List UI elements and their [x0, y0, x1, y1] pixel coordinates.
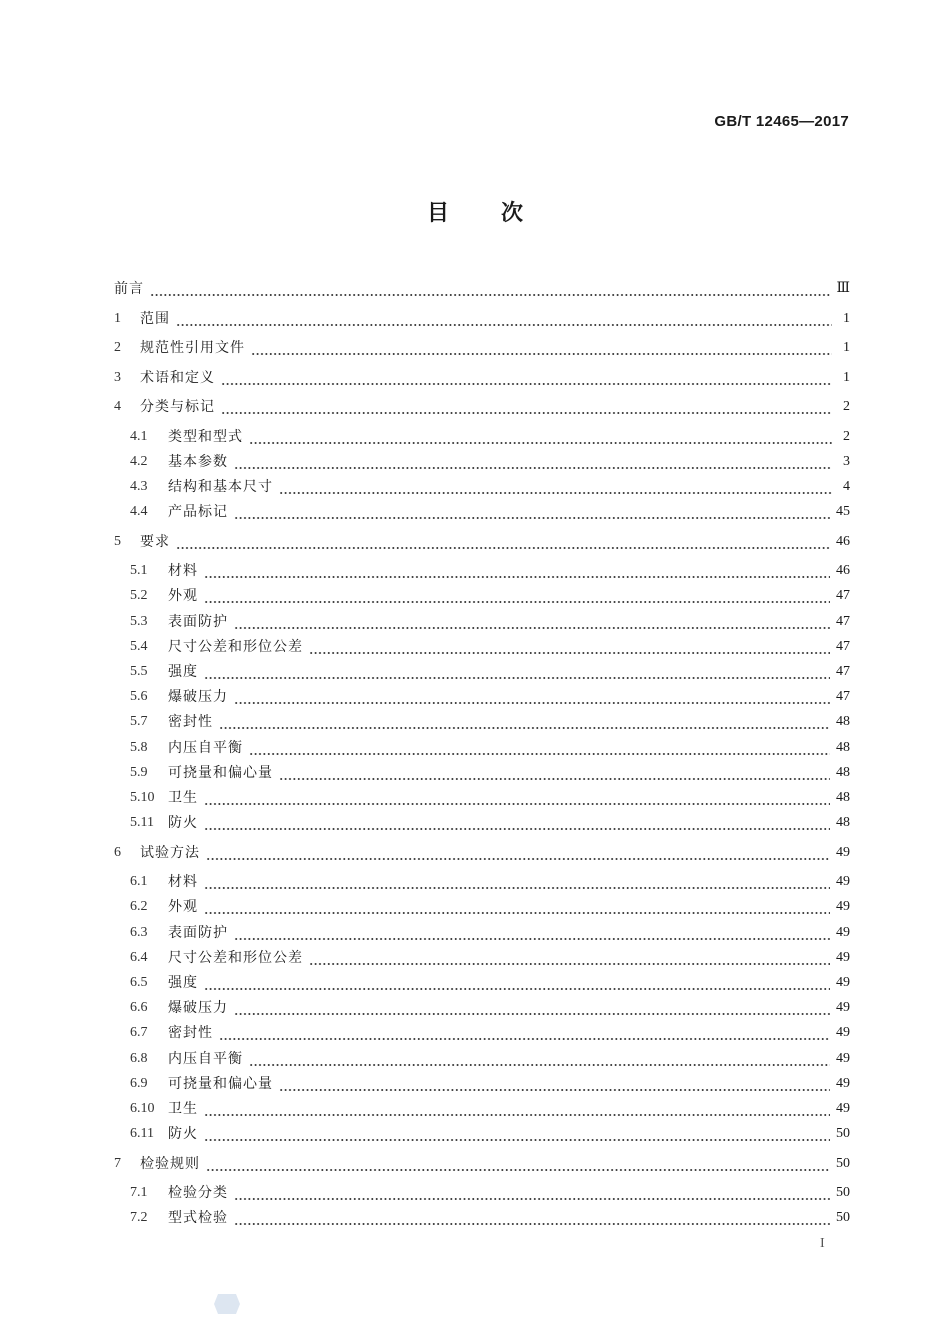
toc-entry-label: 密封性 [168, 714, 213, 731]
dot-leader [234, 1182, 830, 1204]
toc-entry-page: 47 [836, 613, 850, 629]
toc-entry-page: 49 [836, 1025, 850, 1041]
dot-leader [234, 1207, 830, 1229]
toc-entry[interactable] [114, 278, 850, 300]
toc-entry-label: 防火 [168, 1126, 198, 1143]
toc-entry-number: 4 [114, 399, 121, 414]
toc-entry[interactable] [130, 922, 850, 944]
toc-entry-number: 5.4 [130, 638, 148, 654]
toc-entry-label: 卫生 [168, 1100, 198, 1117]
toc-entry-number: 5.10 [130, 789, 155, 805]
toc-entry-number: 4.2 [130, 453, 148, 469]
toc-entry-number: 6.2 [130, 899, 148, 915]
dot-leader [150, 278, 830, 300]
dot-leader [234, 501, 830, 523]
toc-entry[interactable] [130, 1098, 850, 1120]
toc-entry-number: 6.1 [130, 874, 148, 890]
toc-entry-label: 试验方法 [140, 844, 200, 861]
toc-entry-page: 50 [836, 1185, 850, 1201]
toc-entry-page: 1 [843, 310, 850, 326]
toc-entry-label: 术语和定义 [140, 369, 215, 386]
toc-entry-label: 要求 [140, 533, 170, 550]
toc-entry-page: 48 [836, 789, 850, 805]
dot-leader [204, 812, 830, 834]
toc-entry-label: 强度 [168, 663, 198, 680]
toc-entry[interactable] [130, 1123, 850, 1145]
toc-entry-page: 47 [836, 588, 850, 604]
dot-leader [204, 972, 830, 994]
toc-entry-label: 内压自平衡 [168, 739, 243, 756]
toc-entry[interactable] [114, 1153, 850, 1175]
toc-entry-page: 46 [836, 563, 850, 579]
toc-entry[interactable] [130, 501, 850, 523]
dot-leader [219, 1022, 830, 1044]
toc-entry-number: 7.2 [130, 1210, 148, 1226]
toc-entry-page: Ⅲ [836, 281, 850, 296]
toc-entry-number: 5.1 [130, 563, 148, 579]
dot-leader [251, 337, 832, 359]
toc-entry-label: 爆破压力 [168, 689, 228, 706]
toc-entry[interactable] [130, 560, 850, 582]
toc-entry[interactable] [130, 812, 850, 834]
toc-entry-label: 材料 [168, 874, 198, 891]
toc-entry-number: 1 [114, 310, 121, 326]
toc-entry-page: 49 [836, 899, 850, 915]
toc-entry-number: 6.9 [130, 1075, 148, 1091]
footer-page-number: I [820, 1236, 825, 1251]
toc-entry-label: 产品标记 [168, 504, 228, 521]
toc-entry-label: 表面防护 [168, 924, 228, 941]
toc-entry-label: 卫生 [168, 789, 198, 806]
dot-leader [234, 451, 832, 473]
toc-entry[interactable] [130, 972, 850, 994]
toc-entry-number: 6.4 [130, 949, 148, 965]
dot-leader [279, 476, 832, 498]
dot-leader [204, 787, 830, 809]
dot-leader [204, 871, 830, 893]
toc-entry-page: 48 [836, 815, 850, 831]
toc-entry-number: 7.1 [130, 1185, 148, 1201]
toc-entry-label: 型式检验 [168, 1210, 228, 1227]
dot-leader [219, 711, 830, 733]
toc-entry-label: 内压自平衡 [168, 1050, 243, 1067]
toc-entry-number: 6 [114, 844, 121, 860]
dot-leader [234, 611, 830, 633]
toc-entry-label: 结构和基本尺寸 [168, 478, 273, 495]
dot-leader [204, 1098, 830, 1120]
toc-entry-label: 可挠量和偏心量 [168, 764, 273, 781]
toc-entry-label: 防火 [168, 815, 198, 832]
dot-leader [234, 922, 830, 944]
toc-entry[interactable] [114, 531, 850, 553]
dot-leader [234, 686, 830, 708]
toc-entry-number: 6.10 [130, 1100, 155, 1116]
toc-entry-number: 6.3 [130, 924, 148, 940]
dot-leader [204, 661, 830, 683]
dot-leader [249, 1048, 830, 1070]
toc-entry[interactable] [130, 711, 850, 733]
toc-entry[interactable] [130, 426, 850, 448]
toc-entry-label: 爆破压力 [168, 1000, 228, 1017]
sac-logo-icon [214, 1292, 242, 1316]
toc-entry-number: 5.9 [130, 764, 148, 780]
standard-code: GB/T 12465—2017 [714, 113, 849, 130]
toc-entry[interactable] [130, 787, 850, 809]
dot-leader [221, 367, 832, 389]
toc-entry-label: 密封性 [168, 1025, 213, 1042]
dot-leader [204, 896, 830, 918]
toc-entry[interactable] [114, 842, 850, 864]
toc-entry-page: 49 [836, 949, 850, 965]
dot-leader [221, 396, 832, 418]
toc-entry-page: 49 [836, 924, 850, 940]
dot-leader [206, 842, 830, 864]
toc-entry-page: 49 [836, 844, 850, 860]
dot-leader [249, 426, 832, 448]
toc-entry-label: 外观 [168, 588, 198, 605]
toc-entry-label: 基本参数 [168, 453, 228, 470]
toc-entry-number: 5.3 [130, 613, 148, 629]
toc-entry[interactable] [130, 1048, 850, 1070]
toc-entry[interactable] [130, 1073, 850, 1095]
toc-entry-page: 48 [836, 714, 850, 730]
toc-entry-page: 49 [836, 1075, 850, 1091]
toc-entry-page: 49 [836, 1100, 850, 1116]
toc-entry-page: 4 [843, 478, 850, 494]
toc-entry-number: 4.3 [130, 478, 148, 494]
toc-entry-number: 6.8 [130, 1050, 148, 1066]
toc-entry-label: 范围 [140, 310, 170, 327]
toc-entry-number: 6.11 [130, 1126, 154, 1142]
toc-entry-number: 5.7 [130, 714, 148, 730]
toc-entry-page: 2 [843, 428, 850, 444]
toc-entry-label: 类型和型式 [168, 428, 243, 445]
toc-entry-number: 5.2 [130, 588, 148, 604]
toc-entry[interactable] [130, 896, 850, 918]
toc-entry-number: 4.4 [130, 504, 148, 520]
toc-entry-page: 49 [836, 1000, 850, 1016]
toc-entry-number: 3 [114, 369, 121, 385]
toc-entry-page: 49 [836, 874, 850, 890]
dot-leader [204, 1123, 830, 1145]
toc-entry-page: 49 [836, 1050, 850, 1066]
toc-entry[interactable] [130, 737, 850, 759]
toc-entry-label: 规范性引用文件 [140, 340, 245, 356]
toc-entry-number: 5.11 [130, 815, 154, 831]
toc-entry[interactable] [130, 1022, 850, 1044]
toc-entry[interactable] [114, 337, 850, 359]
toc-entry[interactable] [130, 947, 850, 969]
dot-leader [309, 947, 830, 969]
toc-entry-number: 5.8 [130, 739, 148, 755]
toc-entry-label: 前言 [114, 281, 144, 297]
toc-entry-label: 分类与标记 [140, 399, 215, 415]
toc-entry-number: 6.6 [130, 1000, 148, 1016]
toc-entry-page: 49 [836, 974, 850, 990]
toc-entry-number: 6.7 [130, 1025, 148, 1041]
toc-entry[interactable] [130, 611, 850, 633]
toc-entry[interactable] [130, 997, 850, 1019]
toc-entry-page: 46 [836, 533, 850, 549]
dot-leader [204, 585, 830, 607]
toc-entry-page: 50 [836, 1155, 850, 1171]
toc-entry-number: 2 [114, 340, 121, 355]
toc-entry-page: 2 [843, 399, 850, 414]
toc-entry-page: 48 [836, 764, 850, 780]
toc-entry-page: 50 [836, 1126, 850, 1142]
toc-entry-page: 47 [836, 663, 850, 679]
toc-entry[interactable] [130, 1182, 850, 1204]
toc-entry[interactable] [130, 476, 850, 498]
toc-entry-number: 5.5 [130, 663, 148, 679]
toc-entry[interactable] [130, 661, 850, 683]
toc-entry-label: 材料 [168, 563, 198, 580]
toc-entry-number: 5.6 [130, 689, 148, 705]
dot-leader [234, 997, 830, 1019]
toc-entry-number: 4.1 [130, 428, 148, 444]
toc-entry[interactable] [130, 636, 850, 658]
toc-entry-page: 47 [836, 638, 850, 654]
toc-entry[interactable] [130, 762, 850, 784]
dot-leader [204, 560, 830, 582]
toc-entry-number: 6.5 [130, 974, 148, 990]
toc-entry-label: 表面防护 [168, 613, 228, 630]
toc-entry[interactable] [130, 1207, 850, 1229]
dot-leader [249, 737, 830, 759]
toc-entry[interactable] [114, 396, 850, 418]
toc-entry-number: 7 [114, 1155, 121, 1171]
dot-leader [279, 762, 830, 784]
toc-entry-label: 外观 [168, 899, 198, 916]
toc-entry-page: 1 [843, 369, 850, 385]
toc-entry-page: 3 [843, 453, 850, 469]
toc-entry-page: 50 [836, 1210, 850, 1226]
toc-entry-page: 1 [843, 340, 850, 355]
toc-entry-label: 尺寸公差和形位公差 [168, 638, 303, 655]
dot-leader [206, 1153, 830, 1175]
toc-entry[interactable] [130, 451, 850, 473]
dot-leader [309, 636, 830, 658]
dot-leader [176, 308, 832, 330]
toc-entry-label: 检验分类 [168, 1185, 228, 1202]
toc-entry-page: 45 [836, 504, 850, 520]
toc-entry-label: 强度 [168, 974, 198, 991]
toc-entry-label: 可挠量和偏心量 [168, 1075, 273, 1092]
toc-entry-label: 尺寸公差和形位公差 [168, 949, 303, 966]
toc-entry[interactable] [130, 871, 850, 893]
toc-entry[interactable] [130, 585, 850, 607]
toc-entry-page: 48 [836, 739, 850, 755]
dot-leader [176, 531, 830, 553]
dot-leader [279, 1073, 830, 1095]
toc-entry[interactable] [114, 367, 850, 389]
toc-entry[interactable] [130, 686, 850, 708]
page-title: 目次 [426, 201, 575, 226]
toc-entry-label: 检验规则 [140, 1155, 200, 1172]
toc-entry-number: 5 [114, 533, 121, 549]
toc-entry[interactable] [114, 308, 850, 330]
toc-entry-page: 47 [836, 689, 850, 705]
